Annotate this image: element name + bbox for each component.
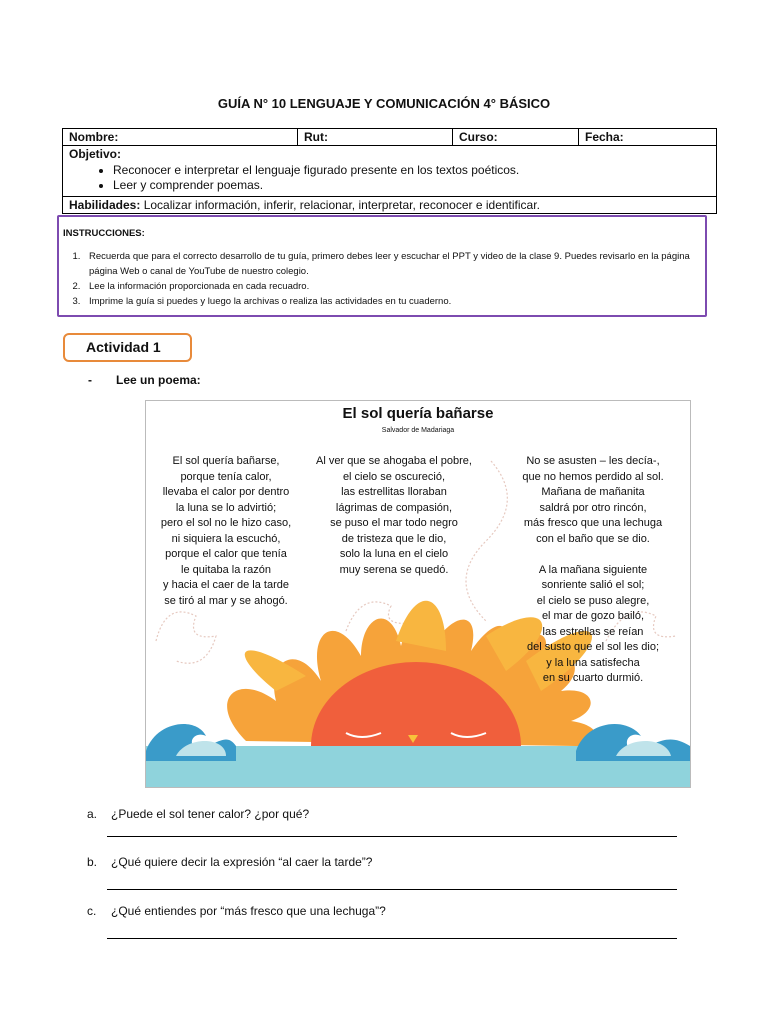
instruction-item: 2. Lee la información proporcionada en cada recuadro. — [83, 279, 701, 294]
poem-column-2: Al ver que se ahogaba el pobre, el cielo se oscureció, las estrellitas lloraban lágrimas de compasión, se puso el mar todo negro de tristeza que le dio, solo la luna en el cielo muy serena se quedó. — [316, 455, 472, 576]
question-text: ¿Puede el sol tener calor? ¿por qué? — [111, 807, 310, 821]
rut-field[interactable]: Rut: — [298, 129, 453, 146]
swirl-decoration — [156, 612, 216, 663]
question-c — [87, 904, 386, 918]
prompt-dash: - — [88, 373, 92, 387]
skills-text: Localizar información, inferir, relacionar, interpretar, reconocer e identificar. — [143, 198, 540, 212]
student-info-table — [62, 128, 717, 214]
activity-label: Actividad 1 — [63, 333, 192, 362]
answer-line-c[interactable] — [107, 938, 677, 939]
question-text: ¿Qué entiendes por “más fresco que una lechuga”? — [111, 904, 386, 918]
instructions-heading: INSTRUCCIONES: — [63, 228, 145, 239]
objective-cell — [63, 146, 717, 197]
objective-list — [69, 163, 710, 193]
poem-illustration — [145, 400, 691, 788]
question-letter: a. — [87, 807, 98, 821]
answer-line-a[interactable] — [107, 836, 677, 837]
prompt-text: Lee un poema: — [116, 373, 201, 387]
objective-item: • Reconocer e interpretar el lenguaje figurado presente en los textos poéticos. — [113, 163, 710, 178]
poem-title: El sol quería bañarse — [342, 405, 494, 422]
page-title: GUÍA N° 10 LENGUAJE Y COMUNICACIÓN 4° BÁSICO — [217, 96, 551, 111]
nombre-field[interactable]: Nombre: — [63, 129, 298, 146]
answer-line-b[interactable] — [107, 889, 677, 890]
question-letter: c. — [87, 904, 97, 918]
instructions-box — [57, 215, 707, 317]
question-a — [87, 807, 309, 821]
objective-label: Objetivo: — [69, 147, 122, 161]
activity-prompt — [88, 373, 201, 387]
curso-field[interactable]: Curso: — [453, 129, 579, 146]
instruction-item: 3. Imprime la guía si puedes y luego la archivas o realiza las actividades en tu cuaderno. — [83, 294, 701, 309]
poem-author: Salvador de Madariaga — [381, 427, 455, 434]
question-b — [87, 855, 372, 869]
poem-column-1: El sol quería bañarse, porque tenía calor, llevaba el calor por dentro la luna se lo advirtió; pero el sol no le hizo caso, ni siquiera la escuchó, porque el calor que tenía le quitaba la razón y hacia el caer de la tarde se tiró al mar y se ahogó. — [160, 455, 292, 607]
skills-cell — [63, 197, 717, 214]
instruction-item: 1. Recuerda que para el correcto desarrollo de tu guía, primero debes leer y escuchar el PPT y video de la clase 9. Puedes revisarlo en la página página Web o canal de YouTube de nuestro colegio. — [83, 249, 701, 279]
skills-label: Habilidades: — [69, 198, 141, 212]
objective-item: • Leer y comprender poemas. — [113, 178, 710, 193]
question-letter: b. — [87, 855, 98, 869]
poem-column-3: No se asusten – les decía-, que no hemos perdido al sol. Mañana de mañanita saldrá por otro rincón, más fresco que una lechuga con el baño que se dio. A la mañana siguiente sonriente salió el sol; el cielo se puso alegre, el mar de gozo bailó, las estrellas se reían del susto que el sol les dio; y la luna satisfecha en su cuarto durmió. — [522, 455, 664, 684]
fecha-field[interactable]: Fecha: — [579, 129, 717, 146]
question-text: ¿Qué quiere decir la expresión “al caer la tarde”? — [111, 855, 373, 869]
